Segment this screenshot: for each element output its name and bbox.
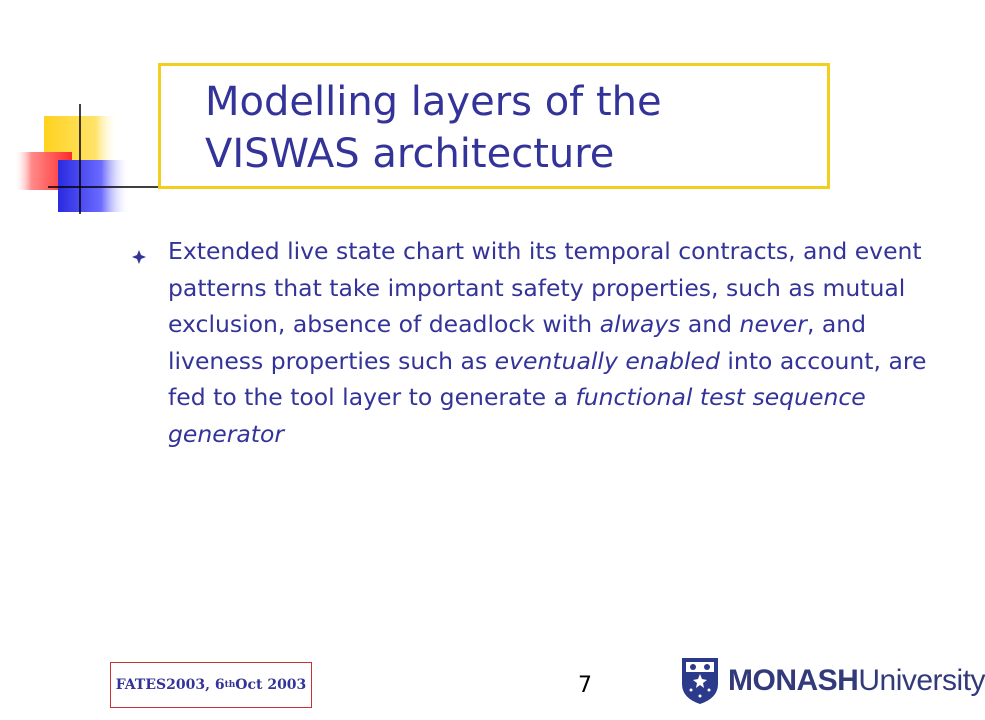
bullet-text-segment: into account, are fed to the tool layer to generate a bbox=[168, 346, 927, 411]
university-crest-icon bbox=[680, 656, 720, 706]
bullet-text-segment: Extended live state chart with its temporal contracts, and event patterns that take important safety properties, such as mutual exclusion, absence of deadlock with bbox=[168, 237, 922, 338]
bullet-text-segment: , and liveness properties such as bbox=[168, 310, 867, 375]
bullet-text-segment: always bbox=[599, 310, 681, 338]
bullet-text-segment: functional test sequence generator bbox=[168, 383, 866, 448]
decorative-corner-graphic bbox=[0, 0, 170, 230]
monash-logo bbox=[680, 655, 985, 707]
slide-title: Modelling layers of the VISWAS architecture bbox=[205, 79, 662, 177]
conference-footer bbox=[110, 662, 312, 708]
bullet-text-segment: eventually enabled bbox=[494, 346, 720, 375]
diamond-bullet-icon bbox=[132, 250, 146, 264]
conference-suffix: Oct 2003 bbox=[235, 677, 307, 693]
conference-superscript: th bbox=[224, 680, 236, 690]
bullet-text-segment: and bbox=[680, 310, 740, 338]
logo-regular-text: University bbox=[858, 664, 985, 697]
logo-bold-text: MONASH bbox=[728, 664, 859, 697]
title-box bbox=[158, 63, 830, 189]
logo-wordmark bbox=[728, 664, 985, 698]
bullet-text-segment: never bbox=[739, 310, 807, 338]
bullet-text bbox=[168, 233, 928, 452]
page-number: 7 bbox=[578, 673, 592, 698]
conference-prefix: FATES2003, 6 bbox=[115, 677, 225, 693]
